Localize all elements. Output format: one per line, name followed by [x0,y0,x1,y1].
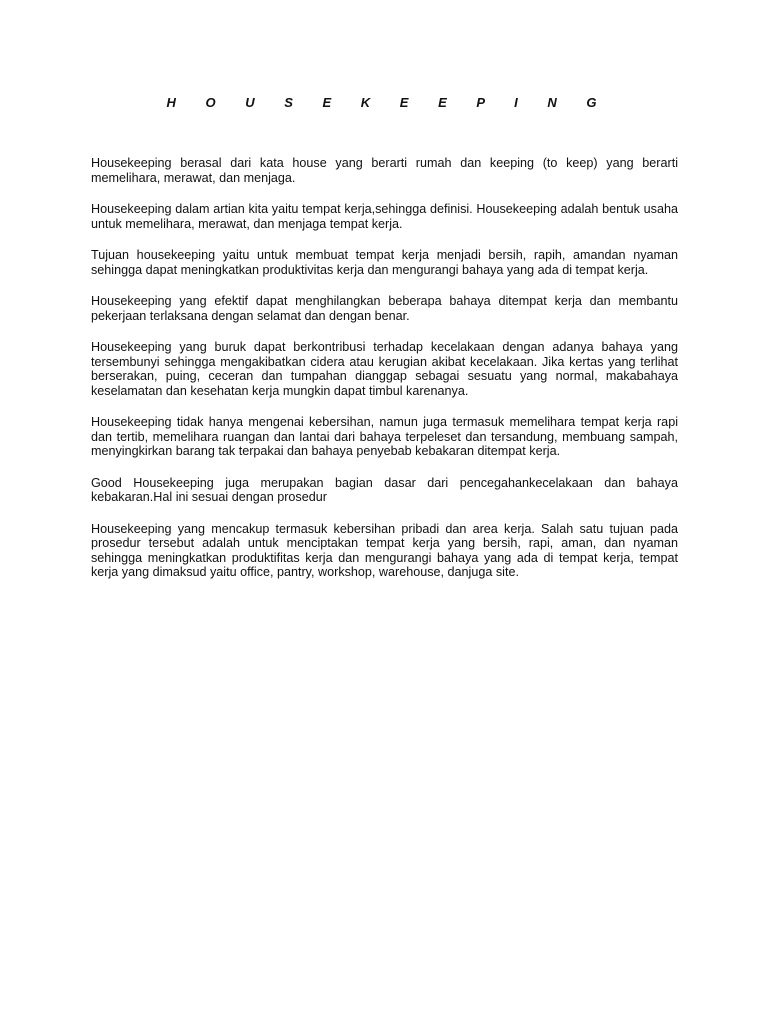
paragraph: Housekeeping yang efektif dapat menghilangkan beberapa bahaya ditempat kerja dan membantu pekerjaan terlaksana dengan selamat dan dengan benar. [91,294,678,323]
paragraph: Tujuan housekeeping yaitu untuk membuat tempat kerja menjadi bersih, rapih, amandan nyaman sehingga dapat meningkatkan produktivitas kerja dan mengurangi bahaya yang ada di tempat kerja. [91,248,678,277]
paragraph: Housekeeping yang buruk dapat berkontribusi terhadap kecelakaan dengan adanya bahaya yang tersembunyi sehingga mengakibatkan cidera atau kerugian akibat kecelakaan. Jika kertas yang terlihat berserakan, puing, ceceran dan tumpahan dianggap sebagai sesuatu yang normal, makabahaya keselamatan dan kesehatan kerja mungkin dapat timbul karenanya. [91,340,678,398]
paragraph: Housekeeping yang mencakup termasuk kebersihan pribadi dan area kerja. Salah satu tujuan pada prosedur tersebut adalah untuk menciptakan tempat kerja yang bersih, rapi, aman, dan nyaman sehingga meningkatkan produktifitas kerja dan mengurangi bahaya yang ada di tempat kerja, tempat kerja yang dimaksud yaitu office, pantry, workshop, warehouse, danjuga site. [91,521,678,579]
paragraph: Housekeeping berasal dari kata house yang berarti rumah dan keeping (to keep) yang berarti memelihara, merawat, dan menjaga. [91,156,678,185]
document-title: H O U S E K E E P I N G [166,95,610,110]
paragraph: Good Housekeeping juga merupakan bagian dasar dari pencegahankecelakaan dan bahaya kebakaran.Hal ini sesuai dengan prosedur [91,475,678,504]
paragraph: Housekeeping dalam artian kita yaitu tempat kerja,sehingga definisi. Housekeeping adalah bentuk usaha untuk memelihara, merawat, dan menjaga tempat kerja. [91,202,678,231]
document-body [91,156,678,597]
paragraph: Housekeeping tidak hanya mengenai kebersihan, namun juga termasuk memelihara tempat kerja rapi dan tertib, memelihara ruangan dan lantai dari bahaya terpeleset dan tersandung, membuang sampah, menyingkirkan barang tak terpakai dan bahaya penyebab kebakaran ditempat kerja. [91,415,678,458]
